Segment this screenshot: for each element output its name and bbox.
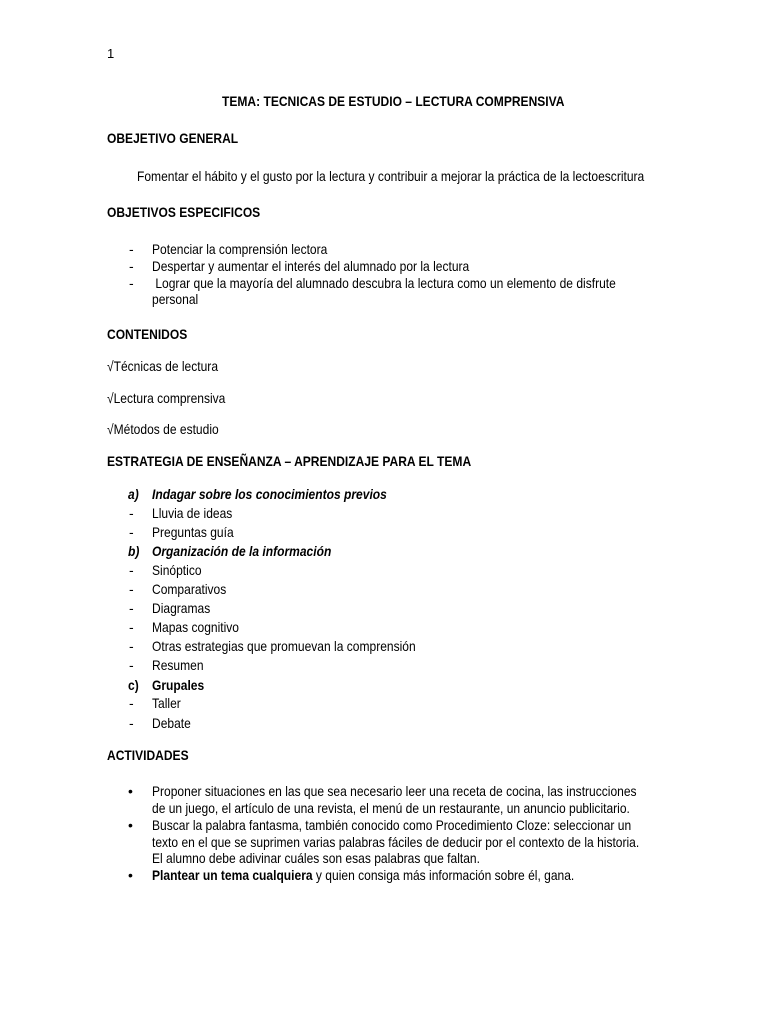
list-dash: - bbox=[129, 600, 134, 616]
bullet-icon: • bbox=[128, 867, 133, 883]
activity-item-line: de un juego, el artículo de una revista, el menú de un restaurante, un anuncio publicitario. bbox=[152, 800, 630, 816]
activity-item-line: texto en el que se suprimen varias palabras fáciles de deducir por el contexto de la historia. bbox=[152, 834, 640, 850]
document-title: TEMA: TECNICAS DE ESTUDIO – LECTURA COMPRENSIVA bbox=[222, 93, 565, 109]
heading-estrategia: ESTRATEGIA DE ENSEÑANZA – APRENDIZAJE PARA EL TEMA bbox=[107, 453, 472, 469]
list-item: Lograr que la mayoría del alumnado descubra la lectura como un elemento de disfrute bbox=[152, 275, 616, 291]
section-label-b: b) bbox=[128, 543, 140, 559]
activity-item-line: Buscar la palabra fantasma, también conocido como Procedimiento Cloze: seleccionar un bbox=[152, 817, 632, 833]
contenido-item: √Técnicas de lectura bbox=[107, 358, 219, 374]
bullet-icon: • bbox=[128, 783, 133, 799]
list-item: Lluvia de ideas bbox=[152, 505, 233, 521]
section-title-c: Grupales bbox=[152, 677, 205, 693]
contenido-item: √Lectura comprensiva bbox=[107, 390, 226, 406]
heading-objetivo-general: OBEJETIVO GENERAL bbox=[107, 130, 239, 146]
check-icon: √ bbox=[107, 358, 114, 374]
list-item: Otras estrategias que promuevan la comprensión bbox=[152, 638, 416, 654]
section-title-b: Organización de la información bbox=[152, 543, 332, 559]
section-label-c: c) bbox=[128, 677, 139, 693]
list-item: Taller bbox=[152, 695, 181, 711]
objetivo-general-text: Fomentar el hábito y el gusto por la lectura y contribuir a mejorar la práctica de la lectoescritura bbox=[137, 168, 645, 184]
page-number: 1 bbox=[107, 46, 115, 61]
list-dash: - bbox=[129, 619, 134, 635]
list-dash: - bbox=[129, 638, 134, 654]
heading-contenidos: CONTENIDOS bbox=[107, 326, 188, 342]
activity-item-line: El alumno debe adivinar cuáles son esas palabras que faltan. bbox=[152, 850, 480, 866]
contenido-item: √Métodos de estudio bbox=[107, 421, 219, 437]
list-item: Diagramas bbox=[152, 600, 211, 616]
section-label-a: a) bbox=[128, 486, 139, 502]
list-dash: - bbox=[129, 258, 134, 274]
list-item-continuation: personal bbox=[152, 291, 199, 307]
list-item: Despertar y aumentar el interés del alumnado por la lectura bbox=[152, 258, 470, 274]
activity-item-line: Proponer situaciones en las que sea necesario leer una receta de cocina, las instrucciones bbox=[152, 783, 637, 799]
activity-item-line: Plantear un tema cualquiera y quien consiga más información sobre él, gana. bbox=[152, 867, 575, 883]
list-item: Debate bbox=[152, 715, 191, 731]
list-item: Resumen bbox=[152, 657, 204, 673]
list-item: Preguntas guía bbox=[152, 524, 234, 540]
list-item: Sinóptico bbox=[152, 562, 202, 578]
list-item: Potenciar la comprensión lectora bbox=[152, 241, 328, 257]
check-icon: √ bbox=[107, 421, 114, 437]
list-dash: - bbox=[129, 581, 134, 597]
list-dash: - bbox=[129, 524, 134, 540]
list-dash: - bbox=[129, 275, 134, 291]
list-dash: - bbox=[129, 562, 134, 578]
heading-actividades: ACTIVIDADES bbox=[107, 747, 189, 763]
check-icon: √ bbox=[107, 390, 114, 406]
heading-objetivos-especificos: OBJETIVOS ESPECIFICOS bbox=[107, 204, 261, 220]
list-item: Mapas cognitivo bbox=[152, 619, 240, 635]
list-item: Comparativos bbox=[152, 581, 227, 597]
bullet-icon: • bbox=[128, 817, 133, 833]
list-dash: - bbox=[129, 241, 134, 257]
list-dash: - bbox=[129, 505, 134, 521]
list-dash: - bbox=[129, 657, 134, 673]
list-dash: - bbox=[129, 715, 134, 731]
section-title-a: Indagar sobre los conocimientos previos bbox=[152, 486, 387, 502]
list-dash: - bbox=[129, 695, 134, 711]
